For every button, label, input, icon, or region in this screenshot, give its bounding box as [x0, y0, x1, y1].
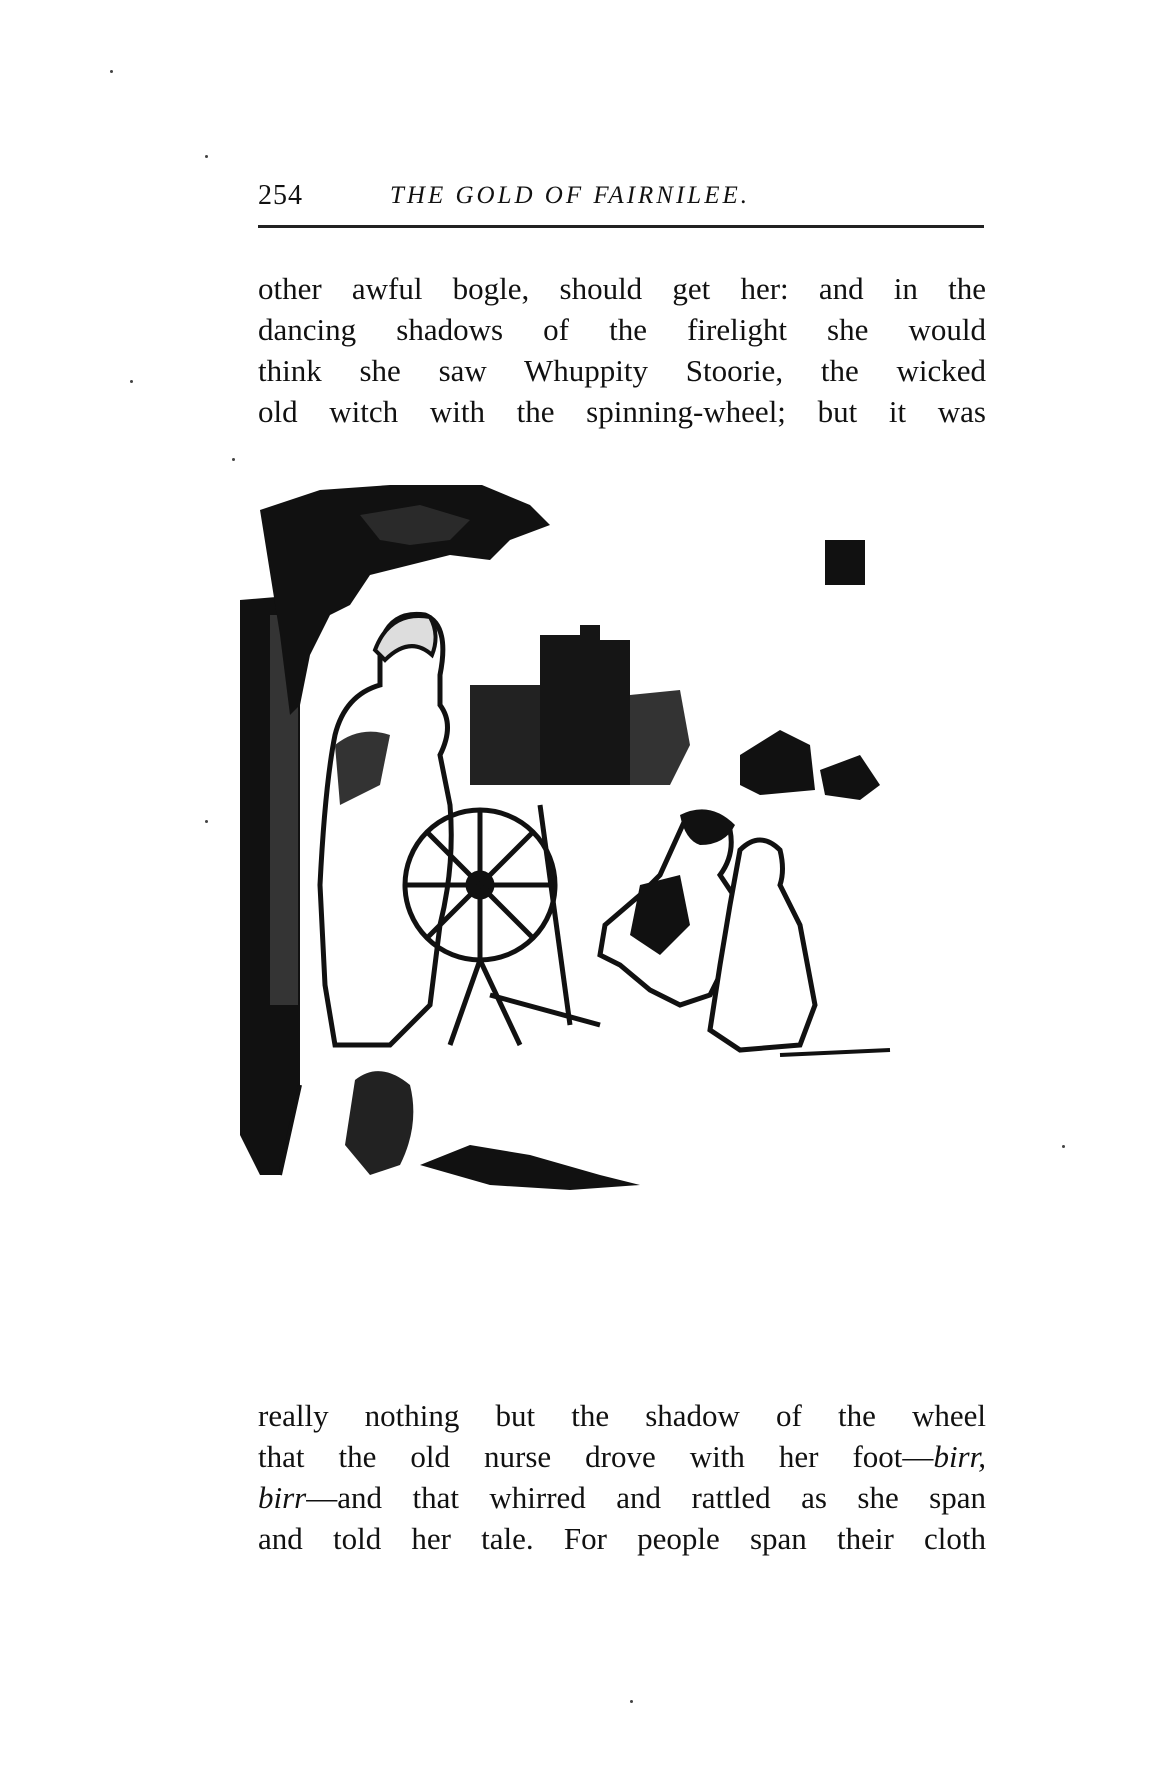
floor-shadow: [420, 1145, 640, 1190]
print-speck: [130, 380, 133, 383]
text-line: really nothing but the shadow of the wheel: [258, 1398, 986, 1433]
print-speck: [232, 458, 235, 461]
house-silhouette-3: [630, 690, 690, 785]
print-speck: [205, 820, 208, 823]
text-line: [258, 1477, 986, 1518]
text-fragment: that the old nurse drove with her foot—: [258, 1439, 934, 1474]
print-speck: [630, 1700, 633, 1703]
cat-shape: [345, 1071, 413, 1175]
text-line: dancing shadows of the firelight she would: [258, 312, 986, 347]
house-silhouette-2: [470, 685, 540, 785]
illustration-svg: [240, 485, 1020, 1355]
girl-figure: [710, 840, 815, 1050]
text-line: think she saw Whuppity Stoorie, the wicked: [258, 353, 986, 388]
spinning-wheel-illustration: [240, 485, 1020, 1355]
text-line: old witch with the spinning-wheel; but it was: [258, 394, 986, 429]
text-fragment: —and that whirred and rattled as she span: [306, 1480, 986, 1515]
print-speck: [1062, 1145, 1065, 1148]
text-line: and told her tale. For people span their cloth: [258, 1521, 986, 1556]
text-line: [258, 1436, 986, 1477]
italic-text: birr,: [933, 1439, 986, 1474]
paragraph-top: [258, 268, 986, 432]
page-header: [258, 180, 984, 216]
text-line: other awful bogle, should get her: and in the: [258, 271, 986, 306]
header-rule: [258, 225, 984, 228]
house-silhouette: [540, 625, 630, 785]
window-square: [825, 540, 865, 585]
running-title: THE GOLD OF FAIRNILEE.: [390, 182, 750, 209]
italic-text: birr: [258, 1480, 307, 1515]
paragraph-bottom: [258, 1395, 986, 1559]
page-number: 254: [258, 180, 303, 211]
print-speck: [205, 155, 208, 158]
bush-shape: [740, 730, 815, 795]
print-speck: [110, 70, 113, 73]
bush-shape-2: [820, 755, 880, 800]
